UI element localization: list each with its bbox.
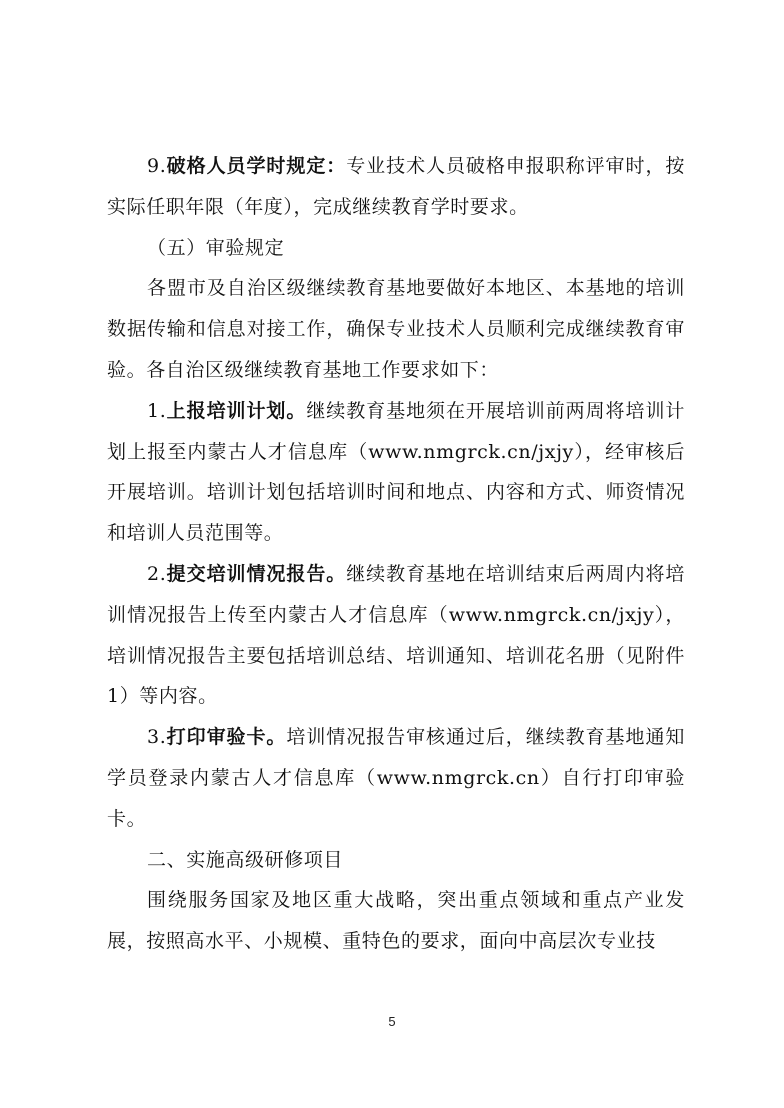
paragraph-study-hours-rule (107, 146, 685, 228)
item-body: 培训情况报告审核通过后，继续教育基地通知学员登录内蒙古人才信息库（www.nmgrck.cn）自行打印审验卡。 (107, 726, 685, 830)
item-body: 继续教育基地须在开展培训前两周将培训计划上报至内蒙古人才信息库（www.nmgrck.cn/jxjy），经审核后开展培训。培训计划包括培训时间和地点、内容和方式、师资情况和培训人员范围等。 (107, 399, 686, 545)
paragraph-item-1 (107, 391, 685, 554)
paragraph-review-intro: 各盟市及自治区级继续教育基地要做好本地区、本基地的培训数据传输和信息对接工作，确保专业技术人员顺利完成继续教育审验。各自治区级继续教育基地工作要求如下： (107, 277, 685, 381)
item-number: 1. (147, 399, 167, 422)
section-heading-advanced-training: 二、实施高级研修项目 (147, 848, 344, 871)
page-number: 5 (388, 1014, 396, 1029)
item-number: 3. (147, 726, 167, 749)
item-title: 上报培训计划。 (166, 399, 307, 422)
paragraph-closing: 围绕服务国家及地区重大战略，突出重点领域和重点产业发展，按照高水平、小规模、重特色的要求，面向中高层次专业技 (107, 889, 685, 953)
item-title: 打印审验卡。 (166, 726, 287, 749)
section-heading-review: （五）审验规定 (147, 236, 285, 259)
item-number: 2. (147, 562, 167, 585)
paragraph-item-3 (107, 717, 685, 839)
item-body: 继续教育基地在培训结束后两周内将培训情况报告上传至内蒙古人才信息库（www.nmgrck.cn/jxjy），培训情况报告主要包括培训总结、培训通知、培训花名册（见附件 1）等内容。 (107, 562, 685, 708)
item-body: 专业技术人员破格申报职称评审时，按实际任职年限（年度），完成继续教育学时要求。 (107, 155, 685, 218)
paragraph-item-2 (107, 554, 685, 717)
item-title: 破格人员学时规定： (166, 155, 347, 177)
document-body (107, 146, 685, 962)
item-title: 提交培训情况报告。 (166, 562, 347, 585)
item-number: 9. (147, 155, 167, 177)
